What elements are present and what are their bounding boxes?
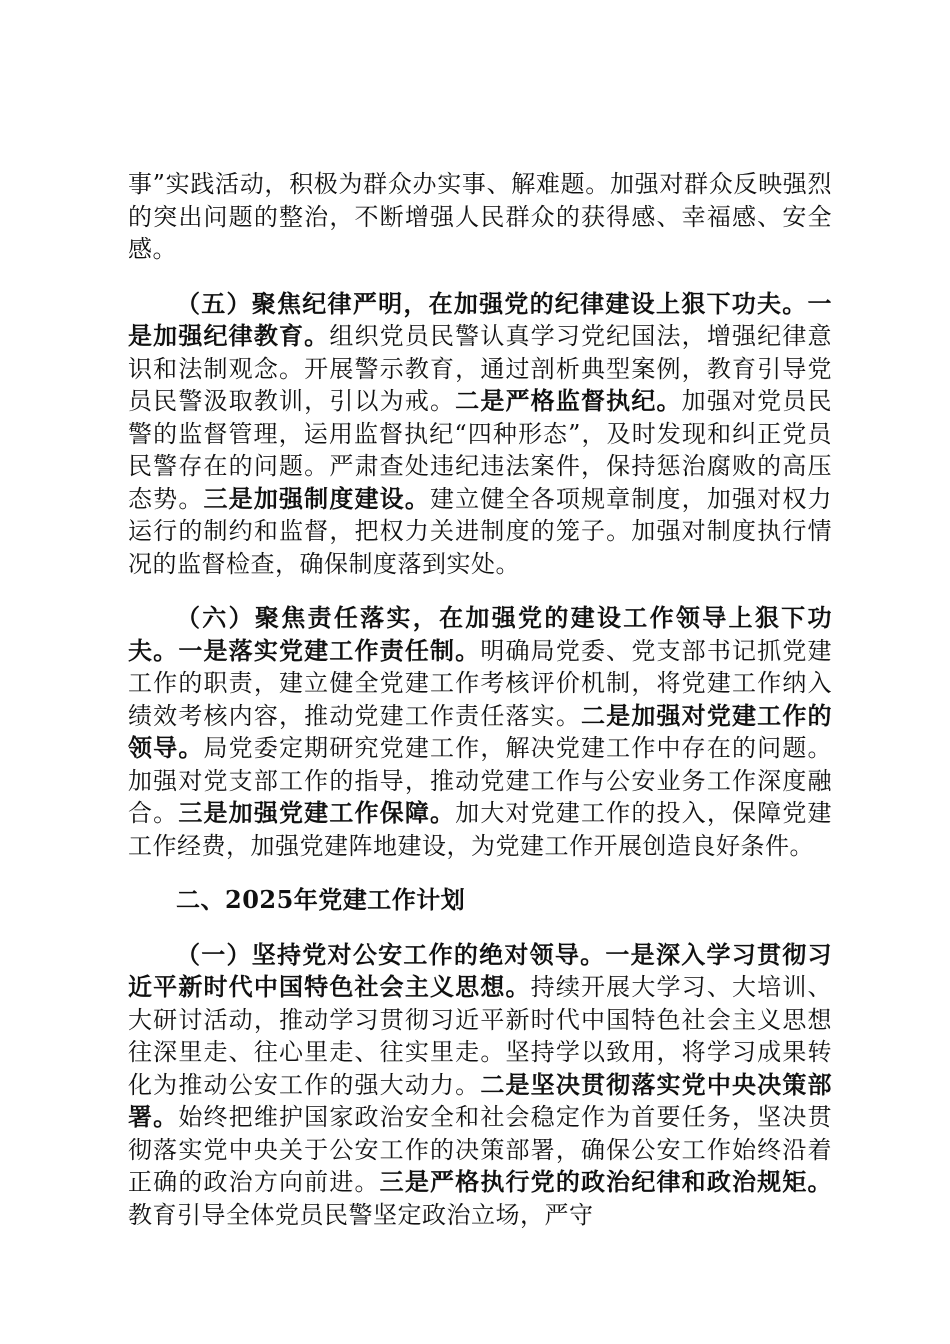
body-text: 持续开展大学习、大培训、大研讨活动，推动学习贯彻习近平新时代中国特色社会主义思想往深里走、往心里走、往实里走。坚持学以致用，将学习成果转化为推动公安工作的强大动力。 xyxy=(128,973,833,1099)
point-heading: 三是加强制度建设。 xyxy=(203,483,430,513)
section-heading-5: （五）聚焦纪律严明，在加强党的纪律建设上狠下功夫。 xyxy=(176,288,808,318)
body-text: 组织党员民警认真学习党纪国法，增强纪律意识和法制观念。开展警示教育，通过剖析典型案例，教育引导党员民警汲取教训，引以为戒。 xyxy=(128,322,833,415)
point-heading: 二是坚决贯彻落实党中央决策部署。 xyxy=(128,1069,833,1131)
point-heading: 三是加强党建工作保障。 xyxy=(178,798,456,827)
body-text: 教育引导全体党员民警坚定政治立场，严守 xyxy=(128,1200,594,1229)
point-heading: 一是加强纪律教育。 xyxy=(128,288,832,350)
body-text: 事”实践活动，积极为群众办实事、解难题。加强对群众反映强烈的突出问题的整治，不断增强人民群众的获得感、幸福感、安全感。 xyxy=(128,170,832,263)
paragraph-section-6 xyxy=(128,602,832,862)
paragraph-continuation xyxy=(128,168,832,266)
document-page xyxy=(128,168,832,1253)
paragraph-section-5 xyxy=(128,288,832,581)
point-heading: 一是落实党建工作责任制。 xyxy=(178,635,481,665)
body-text: 明确局党委、党支部书记抓党建工作的职责，建立健全党建工作考核评价机制，将党建工作纳入绩效考核内容，推动党建工作责任落实。 xyxy=(128,636,833,730)
body-text: 始终把维护国家政治安全和社会稳定作为首要任务，坚决贯彻落实党中央关于公安工作的决策部署，确保公安工作始终沿着正确的政治方向前进。 xyxy=(128,1103,833,1196)
point-heading: 二是加强对党建工作的领导。 xyxy=(128,700,832,762)
chapter-heading: 二、2025年党建工作计划 xyxy=(176,885,466,914)
point-heading: 一是深入学习贯彻习近平新时代中国特色社会主义思想。 xyxy=(128,939,833,1001)
section-heading-6: （六）聚焦责任落实，在加强党的建设工作领导上狠下功夫。 xyxy=(128,603,832,665)
body-text: 加强对党员民警的监督管理，运用监督执纪“四种形态”，及时发现和纠正党员民警存在的问题。严肃查处违纪违法案件，保持惩治腐败的高压态势。 xyxy=(128,387,833,513)
point-heading: 二是严格监督执纪。 xyxy=(455,386,682,415)
body-text: 加大对党建工作的投入，保障党建工作经费，加强党建阵地建设，为党建工作开展创造良好条件。 xyxy=(128,799,833,860)
section-heading-plan-1: （一）坚持党对公安工作的绝对领导。 xyxy=(176,939,606,969)
body-text: 建立健全各项规章制度，加强对权力运行的制约和监督，把权力关进制度的笼子。加强对制度执行情况的监督检查，确保制度落到实处。 xyxy=(128,484,832,578)
body-text: 局党委定期研究党建工作，解决党建工作中存在的问题。加强对党支部工作的指导，推动党建工作与公安业务工作深度融合。 xyxy=(128,734,832,827)
point-heading: 三是严格执行党的政治纪律和政治规矩。 xyxy=(379,1167,833,1196)
paragraph-plan-1 xyxy=(128,939,832,1232)
